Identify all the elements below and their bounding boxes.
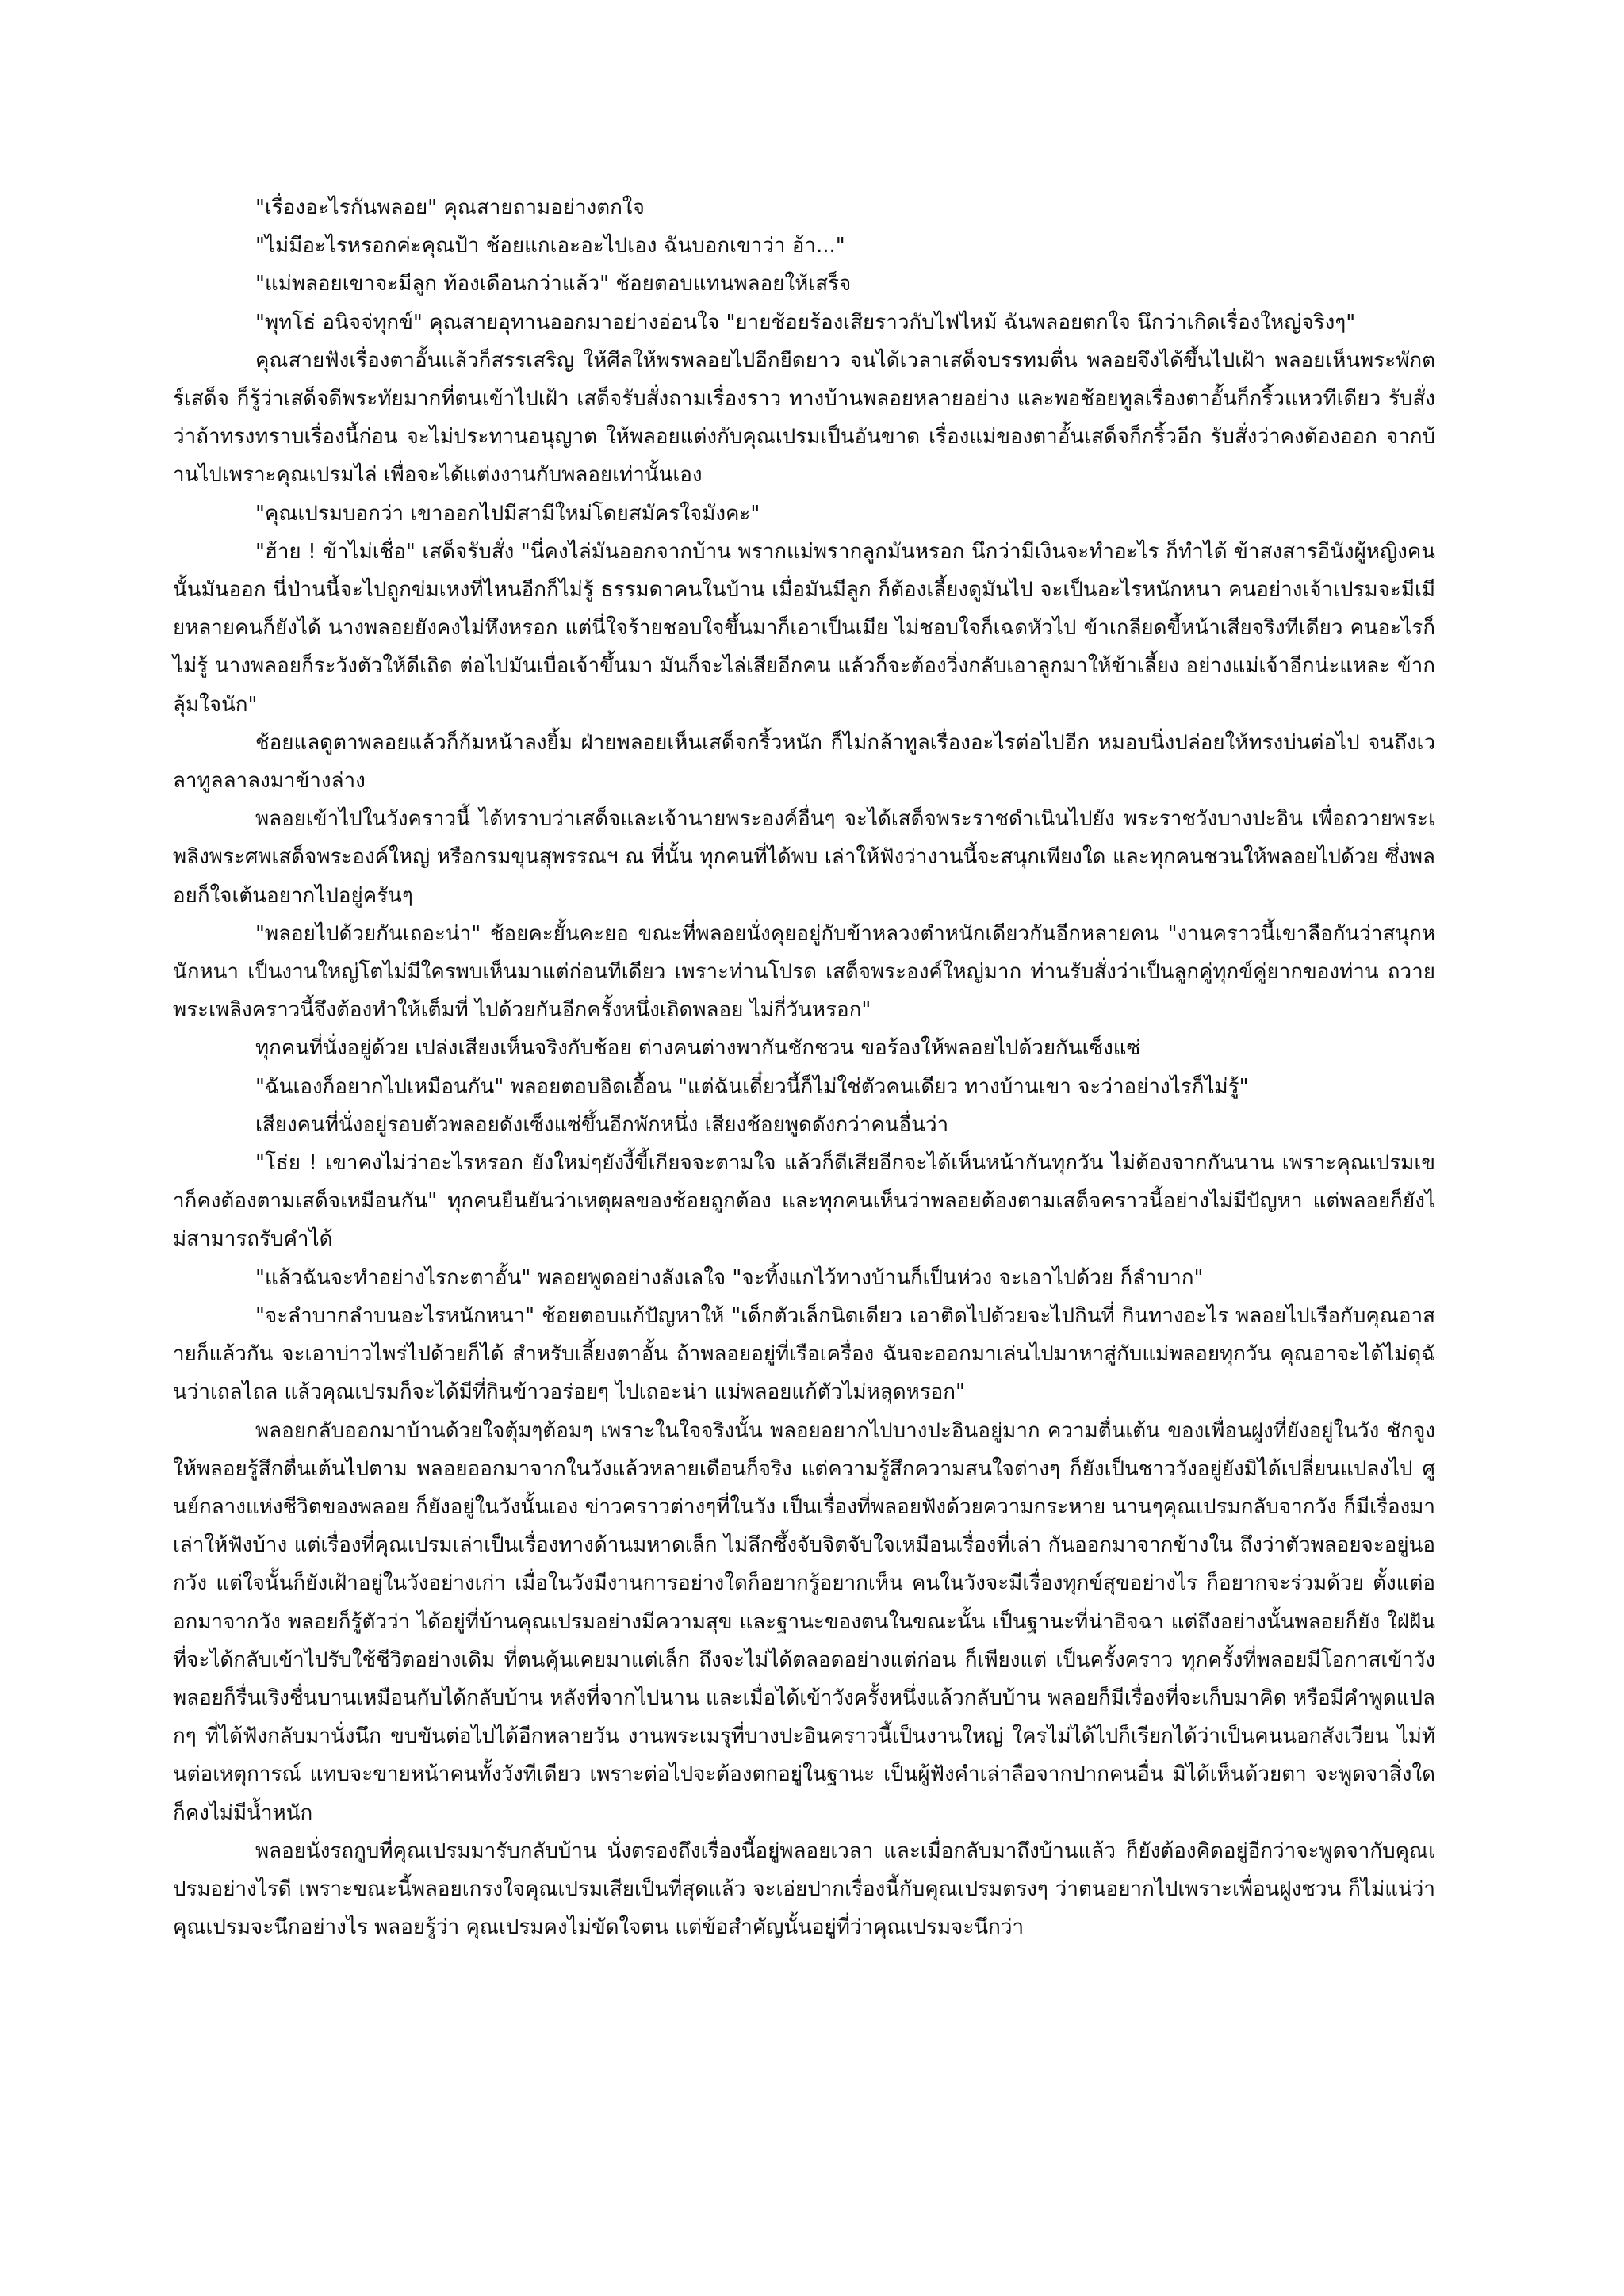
paragraph: "พุทโธ่ อนิจจ่ทุกข์" คุณสายอุทานออกมาอย่างอ่อนใจ "ยายช้อยร้องเสียราวกับไฟไหม้ ฉันพลอยตกใจ นึกว่าเกิดเรื่องใหญ่จริงๆ" [255,310,1356,335]
paragraph: "แล้วฉันจะทำอย่างไรกะตาอั้น" พลอยพูดอย่างลังเลใจ "จะทิ้งแกไว้ทางบ้านก็เป็นห่วง จะเอาไปด้วย ก็ลำบาก" [255,1265,1204,1290]
paragraph: "พลอยไปด้วยกันเถอะน่า" ช้อยคะยั้นคะยอ ขณะที่พลอยนั่งคุยอยู่กับข้าหลวงตำหนักเดียวกันอีกหลายคน "งานคราวนี้เขาลือกันว่าสนุกหนักหนา เป็นงานใหญ่โตไม่มีใครพบเห็นมาแต่ก่อนทีเดียว เพราะท่านโปรด เสด็จพระองค์ใหญ่มาก ท่านรับสั่งว่าเป็นลูกคู่ทุกข์คู่ยากของท่าน ถวายพระเพลิงคราวนี้จึงต้องทำให้เต็มที่ ไปด้วยกันอีกครั้งหนึ่งเถิดพลอย ไม่กี่วันหรอก" [173,921,1435,1023]
paragraph: ทุกคนที่นั่งอยู่ด้วย เปล่งเสียงเห็นจริงกับช้อย ต่างคนต่างพากันชักชวน ขอร้องให้พลอยไปด้วยกันเซ็งแซ่ [255,1036,1141,1061]
paragraph: "คุณเปรมบอกว่า เขาออกไปมีสามีใหม่โดยสมัครใจมังคะ" [255,501,760,526]
paragraph: "แม่พลอยเขาจะมีลูก ท้องเดือนกว่าแล้ว" ช้อยตอบแทนพลอยให้เสร็จ [255,272,852,297]
paragraph: "ไม่มีอะไรหรอกค่ะคุณป้า ช้อยแกเอะอะไปเอง ฉันบอกเขาว่า อ้า..." [255,234,845,258]
paragraph: ช้อยแลดูตาพลอยแล้วก็ก้มหน้าลงยิ้ม ฝ่ายพลอยเห็นเสด็จกริ้วหนัก ก็ไม่กล้าทูลเรื่องอะไรต่อไปอีก หมอบนิ่งปล่อยให้ทรงบ่นต่อไป จนถึงเวลาทูลลาลงมาข้างล่าง [173,730,1435,794]
paragraph: พลอยเข้าไปในวังคราวนี้ ได้ทราบว่าเสด็จและเจ้านายพระองค์อื่นๆ จะได้เสด็จพระราชดำเนินไปยัง พระราชวังบางปะอิน เพื่อถวายพระเพลิงพระศพเสด็จพระองค์ใหญ่ หรือกรมขุนสุพรรณฯ ณ ที่นั้น ทุกคนที่ได้พบ เล่าให้ฟังว่างานนี้จะสนุกเพียงใด และทุกคนชวนให้พลอยไปด้วย ซึ่งพลอยก็ใจเต้นอยากไปอยู่ครันๆ [173,807,1435,908]
paragraph: คุณสายฟังเรื่องตาอั้นแล้วก็สรรเสริญ ให้ศีลให้พรพลอยไปอีกยืดยาว จนได้เวลาเสด็จบรรทมตื่น พลอยจึงได้ขึ้นไปเฝ้า พลอยเห็นพระพักตร์เสด็จ ก็รู้ว่าเสด็จดีพระทัยมากที่ตนเข้าไปเฝ้า เสด็จรับสั่งถามเรื่องราว ทางบ้านพลอยหลายอย่าง และพอช้อยทูลเรื่องตาอั้นก็กริ้วแหวทีเดียว รับสั่งว่าถ้าทรงทราบเรื่องนี้ก่อน จะไม่ประทานอนุญาต ให้พลอยแต่งกับคุณเปรมเป็นอันขาด เรื่องแม่ของตาอั้นเสด็จก็กริ้วอีก รับสั่งว่าคงต้องออก จากบ้านไปเพราะคุณเปรมไล่ เพื่อจะได้แต่งงานกับพลอยเท่านั้นเอง [173,348,1435,488]
paragraph: "ฉันเองก็อยากไปเหมือนกัน" พลอยตอบอิดเอื้อน "แต่ฉันเดี๋ยวนี้ก็ไม่ใช่ตัวคนเดียว ทางบ้านเขา จะว่าอย่างไรก็ไม่รู้" [255,1074,1249,1099]
paragraph: "ฮ้าย ! ข้าไม่เชื่อ" เสด็จรับสั่ง "นี่คงไล่มันออกจากบ้าน พรากแม่พรากลูกมันหรอก นึกว่ามีเงินจะทำอะไร ก็ทำได้ ข้าสงสารอีนังผู้หญิงคนนั้นมันออก นี่ป่านนี้จะไปถูกข่มเหงที่ไหนอีกก็ไม่รู้ ธรรมดาคนในบ้าน เมื่อมันมีลูก ก็ต้องเลี้ยงดูมันไป จะเป็นอะไรหนักหนา คนอย่างเจ้าเปรมจะมีเมียหลายคนก็ยังได้ นางพลอยยังคงไม่หึงหรอก แต่นี่ใจร้ายชอบใจขึ้นมาก็เอาเป็นเมีย ไม่ชอบใจก็เฉดหัวไป ข้าเกลียดขี้หน้าเสียจริงทีเดียว คนอะไรก็ไม่รู้ นางพลอยก็ระวังตัวให้ดีเถิด ต่อไปมันเบื่อเจ้าขึ้นมา มันก็จะไล่เสียอีกคน แล้วก็จะต้องวิ่งกลับเอาลูกมาให้ข้าเลี้ยง อย่างแม่เจ้าอีกน่ะแหละ ข้ากลุ้มใจนัก" [173,539,1435,717]
paragraph: "จะลำบากลำบนอะไรหนักหนา" ช้อยตอบแก้ปัญหาให้ "เด็กตัวเล็กนิดเดียว เอาติดไปด้วยจะไปกินที่ กินทางอะไร พลอยไปเรือกับคุณอาสายก็แล้วกัน จะเอาบ่าวไพร่ไปด้วยก็ได้ สำหรับเลี้ยงตาอั้น ถ้าพลอยอยู่ที่เรือเครื่อง ฉันจะออกมาเล่นไปมาหาสู่กับแม่พลอยทุกวัน คุณอาจะได้ไม่ดุฉันว่าเถลไถล แล้วคุณเปรมก็จะได้มีที่กินข้าวอร่อยๆ ไปเถอะน่า แม่พลอยแก้ตัวไม่หลุดหรอก" [173,1303,1435,1405]
paragraph: "โธ่ย ! เขาคงไม่ว่าอะไรหรอก ยังใหม่ๆยังงี้ขี้เกียจจะตามใจ แล้วก็ดีเสียอีกจะได้เห็นหน้ากันทุกวัน ไม่ต้องจากกันนาน เพราะคุณเปรมเขาก็คงต้องตามเสด็จเหมือนกัน" ทุกคนยืนยันว่าเหตุผลของช้อยถูกต้อง และทุกคนเห็นว่าพลอยต้องตามเสด็จคราวนี้อย่างไม่มีปัญหา แต่พลอยก็ยังไม่สามารถรับคำได้ [173,1151,1435,1252]
document-body [173,189,1435,1946]
paragraph: พลอยกลับออกมาบ้านด้วยใจตุ้มๆต้อมๆ เพราะในใจจริงนั้น พลอยอยากไปบางปะอินอยู่มาก ความตื่นเต้น ของเพื่อนฝูงที่ยังอยู่ในวัง ชักจูงให้พลอยรู้สึกตื่นเต้นไปตาม พลอยออกมาจากในวังแล้วหลายเดือนก็จริง แต่ความรู้สึกความสนใจต่างๆ ก็ยังเป็นชาววังอยู่ยังมิได้เปลี่ยนแปลงไป ศูนย์กลางแห่งชีวิตของพลอย ก็ยังอยู่ในวังนั้นเอง ข่าวคราวต่างๆที่ในวัง เป็นเรื่องที่พลอยฟังด้วยความกระหาย นานๆคุณเปรมกลับจากวัง ก็มีเรื่องมาเล่าให้ฟังบ้าง แต่เรื่องที่คุณเปรมเล่าเป็นเรื่องทางด้านมหาดเล็ก ไม่ลึกซึ้งจับจิตจับใจเหมือนเรื่องที่เล่า กันออกมาจากข้างใน ถึงว่าตัวพลอยจะอยู่นอกวัง แต่ใจนั้นก็ยังเฝ้าอยู่ในวังอย่างเก่า เมื่อในวังมีงานการอย่างใดก็อยากรู้อยากเห็น คนในวังจะมีเรื่องทุกข์สุขอย่างไร ก็อยากจะร่วมด้วย ตั้งแต่ออกมาจากวัง พลอยก็รู้ตัวว่า ได้อยู่ที่บ้านคุณเปรมอย่างมีความสุข และฐานะของตนในขณะนั้น เป็นฐานะที่น่าอิจฉา แต่ถึงอย่างนั้นพลอยก็ยัง ใฝ่ฝันที่จะได้กลับเข้าไปรับใช้ชีวิตอย่างเดิม ที่ตนคุ้นเคยมาแต่เล็ก ถึงจะไม่ได้ตลอดอย่างแต่ก่อน ก็เพียงแต่ เป็นครั้งคราว ทุกครั้งที่พลอยมีโอกาสเข้าวัง พลอยก็รื่นเริงชื่นบานเหมือนกับได้กลับบ้าน หลังที่จากไปนาน และเมื่อได้เข้าวังครั้งหนึ่งแล้วกลับบ้าน พลอยก็มีเรื่องที่จะเก็บมาคิด หรือมีคำพูดแปลกๆ ที่ได้ฟังกลับมานั่งนึก ขบขันต่อไปได้อีกหลายวัน งานพระเมรุที่บางปะอินคราวนี้เป็นงานใหญ่ ใครไม่ได้ไปก็เรียกได้ว่าเป็นคนนอกสังเวียน ไม่ทันต่อเหตุการณ์ แทบจะขายหน้าคนทั้งวังทีเดียว เพราะต่อไปจะต้องตกอยู่ในฐานะ เป็นผู้ฟังคำเล่าลือจากปากคนอื่น มิได้เห็นด้วยตา จะพูดจาสิ่งใดก็คงไม่มีน้ำหนัก [173,1418,1435,1825]
paragraph: "เรื่องอะไรกันพลอย" คุณสายถามอย่างตกใจ [255,196,645,220]
paragraph: เสียงคนที่นั่งอยู่รอบตัวพลอยดังเซ็งแซ่ขึ้นอีกพักหนึ่ง เสียงช้อยพูดดังกว่าคนอื่นว่า [255,1112,949,1137]
paragraph: พลอยนั่งรถกูบที่คุณเปรมมารับกลับบ้าน นั่งตรองถึงเรื่องนี้อยู่พลอยเวลา และเมื่อกลับมาถึงบ้านแล้ว ก็ยังต้องคิดอยู่อีกว่าจะพูดจากับคุณเปรมอย่างไรดี เพราะขณะนี้พลอยเกรงใจคุณเปรมเสียเป็นที่สุดแล้ว จะเอ่ยปากเรื่องนี้กับคุณเปรมตรงๆ ว่าตนอยากไปเพราะเพื่อนฝูงชวน ก็ไม่แน่ว่าคุณเปรมจะนึกอย่างไร พลอยรู้ว่า คุณเปรมคงไม่ขัดใจตน แต่ข้อสำคัญนั้นอยู่ที่ว่าคุณเปรมจะนึกว่า [173,1839,1435,1940]
